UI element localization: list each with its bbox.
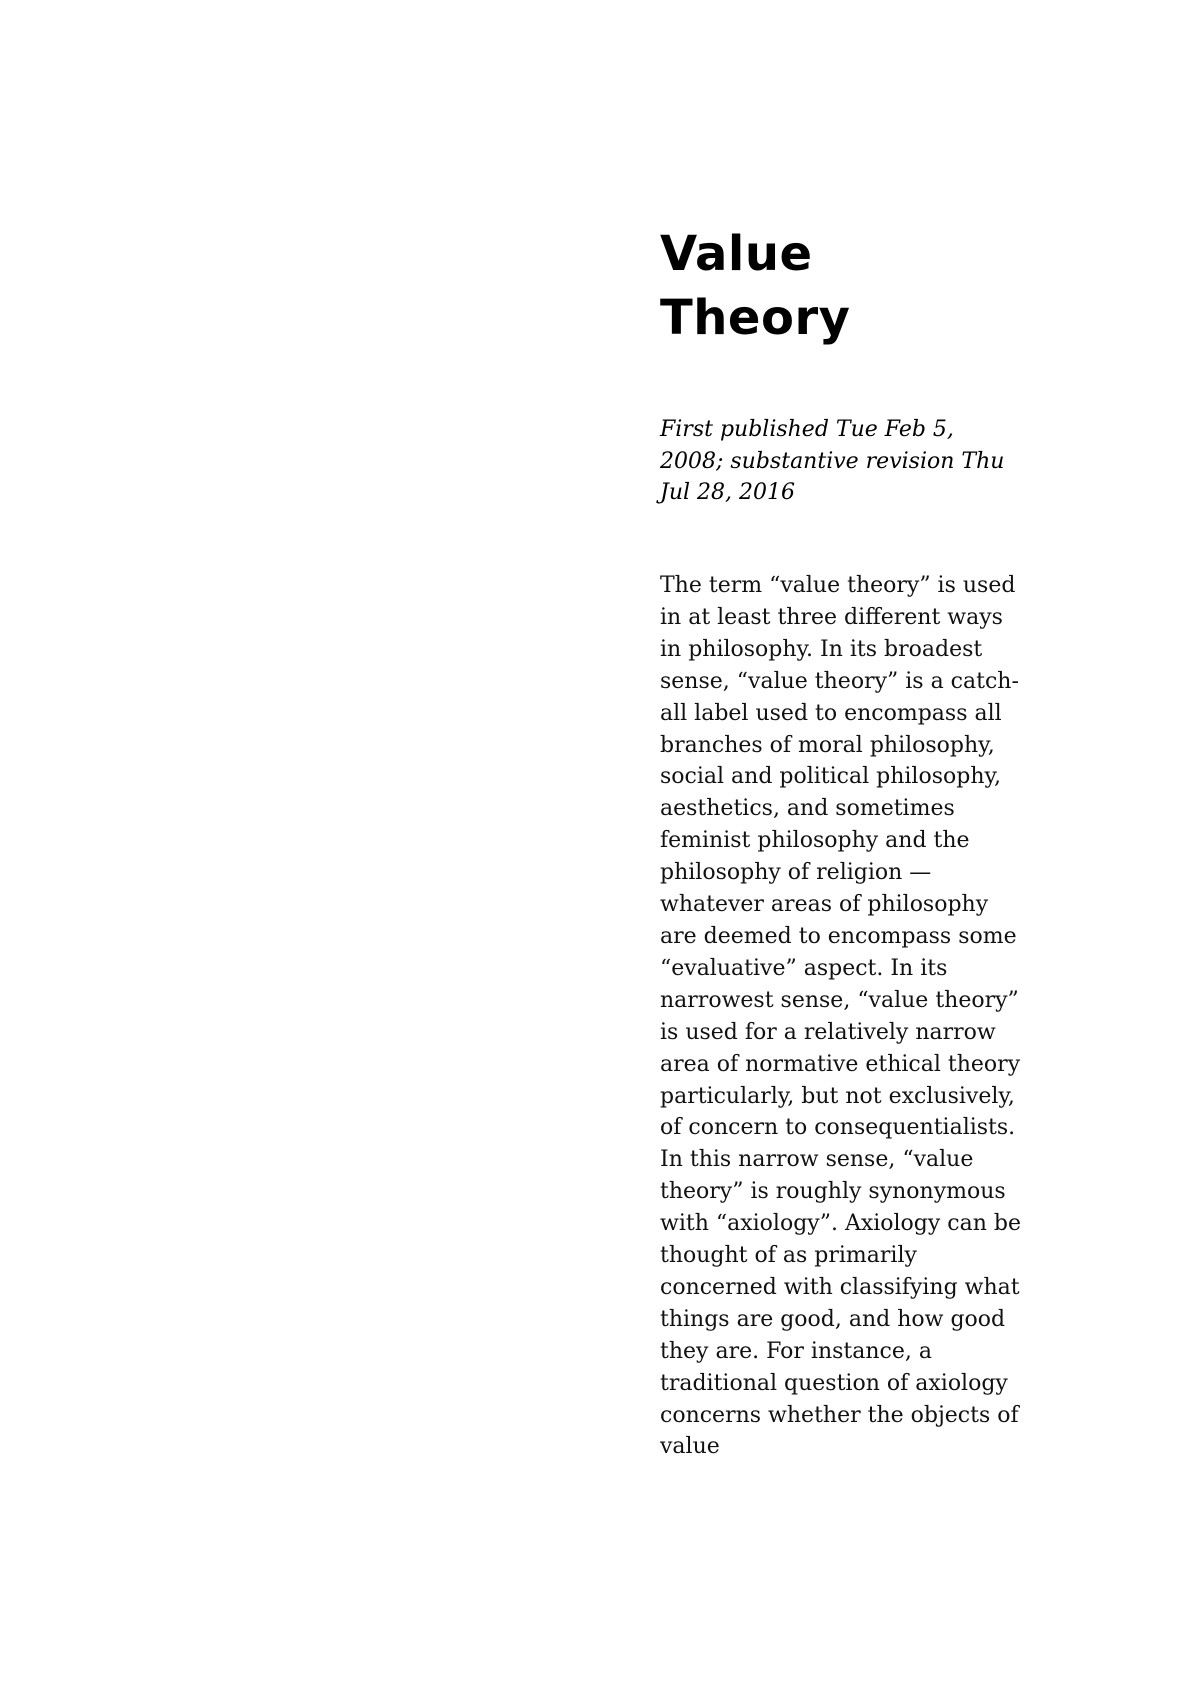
article-title bbox=[660, 222, 1020, 350]
publication-info: First published Tue Feb 5, 2008; substantive revision Thu Jul 28, 2016 bbox=[660, 417, 1005, 505]
title-line-1: Value bbox=[660, 226, 813, 282]
title-line-2: Theory bbox=[660, 290, 851, 346]
article-column bbox=[660, 222, 1022, 1460]
article-body-paragraph: The term “value theory” is used in at least three different ways in philosophy. In its broadest sense, “value theory” is a catch-all label used to encompass all branches of moral philosophy, social and political philosophy, aesthetics, and sometimes feminist philosophy and the philosophy of religion — whatever areas of philosophy are deemed to encompass some “evaluative” aspect. In its narrowest sense, “value theory” is used for a relatively narrow area of normative ethical theory particularly, but not exclusively, of concern to consequentialists. In this narrow sense, “value theory” is roughly synonymous with “axiology”. Axiology can be thought of as primarily concerned with classifying what things are good, and how good they are. For instance, a traditional question of axiology concerns whether the objects of value bbox=[660, 573, 1022, 1460]
